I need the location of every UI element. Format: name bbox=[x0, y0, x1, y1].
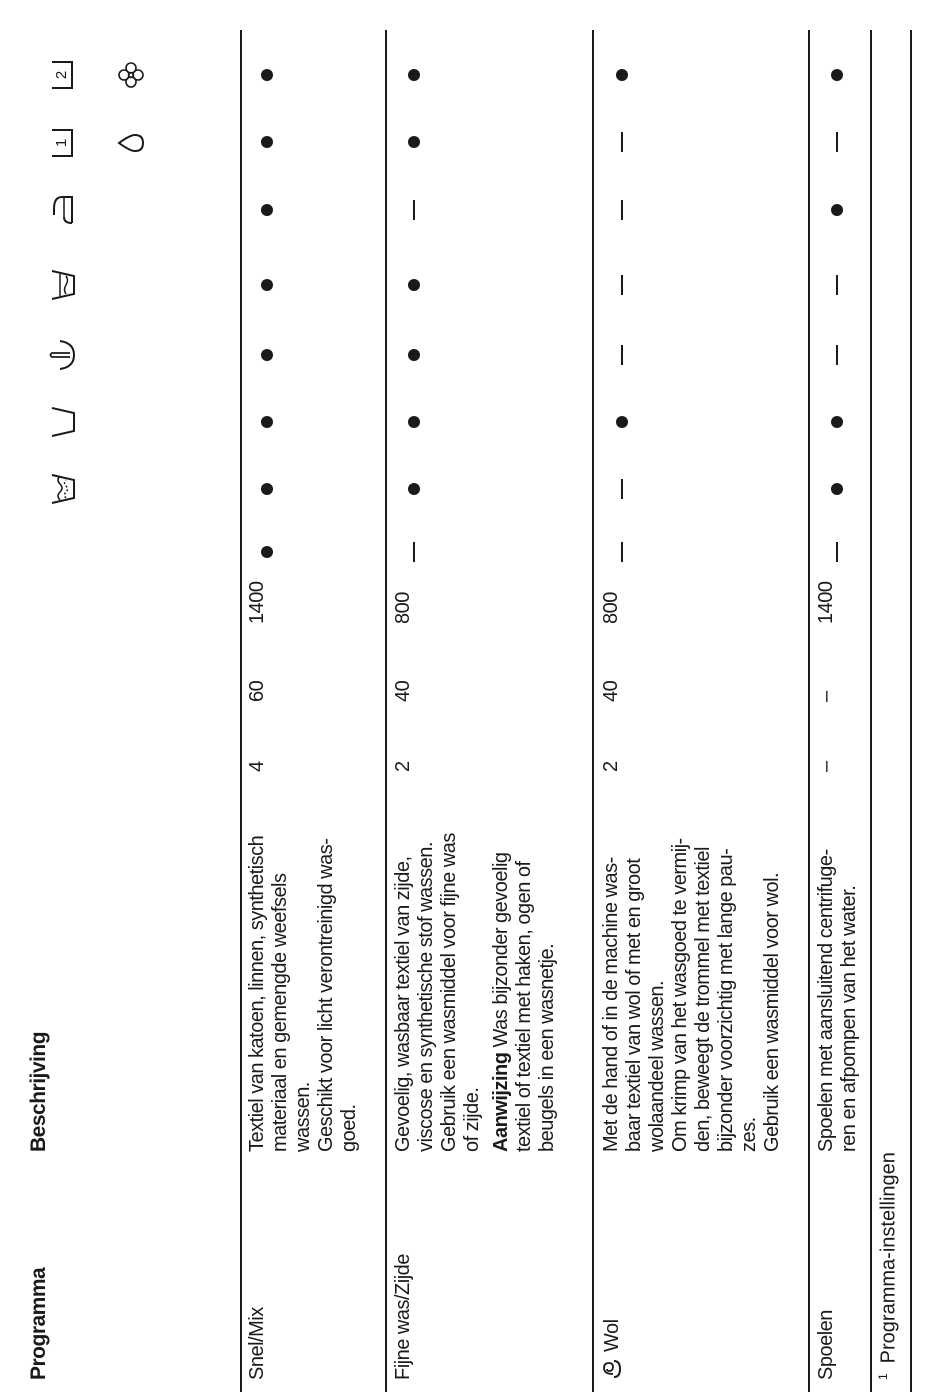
spin-value: 1400 bbox=[815, 581, 837, 624]
row-divider bbox=[910, 30, 912, 1392]
program-description: Met de hand of in de machine was- baar textiel van wol of met en groot wolaandeel wassen. Om krimp van het wasgoed te vermij- den, beweegt de trommel met textiel bijzonder voorzichtig met lange pau- zes. Gebruik een wasmiddel voor wol. bbox=[600, 838, 783, 1152]
temperature-value: 40 bbox=[600, 680, 622, 702]
row-divider bbox=[385, 30, 387, 1392]
footnote-text: Programma-instellingen bbox=[877, 1152, 900, 1364]
program-note bbox=[490, 752, 559, 1152]
hand-wash-icon bbox=[46, 338, 85, 372]
mark-dot bbox=[402, 0, 425, 160]
row-divider bbox=[592, 30, 594, 1392]
program-description: Gevoelig, wasbaar textiel van zijde, viscose en synthetische stof wassen. Gebruik een wasmiddel voor fijne was of zijde. bbox=[392, 833, 483, 1152]
header-beschrijving: Beschrijving bbox=[27, 1031, 50, 1152]
footnote-marker: 1 bbox=[876, 1373, 890, 1380]
temperature-value: – bbox=[815, 691, 837, 702]
load-value: 4 bbox=[246, 761, 268, 772]
program-name: Spoelen bbox=[815, 1310, 837, 1380]
spin-value: 800 bbox=[600, 592, 622, 624]
program-name: Fijne was/Zijde bbox=[392, 1254, 414, 1380]
note-text: Was bijzonder gevoelig textiel of textiel met haken, ogen of beugels in een wasnetje. bbox=[490, 852, 558, 1152]
program-name-wol bbox=[600, 1170, 624, 1380]
temperature-value: 40 bbox=[392, 680, 414, 702]
header-programma: Programma bbox=[27, 1267, 50, 1380]
temperature-value: 60 bbox=[246, 680, 268, 702]
note-label: Aanwijzing bbox=[490, 1052, 512, 1152]
wash-basin-icon bbox=[46, 405, 85, 439]
svg-text:1: 1 bbox=[53, 138, 70, 148]
program-name: Wol bbox=[601, 1319, 623, 1352]
drop-icon bbox=[116, 128, 151, 158]
flower-icon bbox=[116, 60, 151, 90]
svg-text:2: 2 bbox=[53, 70, 70, 80]
setting-1-icon bbox=[44, 126, 83, 160]
wool-icon bbox=[600, 1358, 622, 1380]
setting-2-icon bbox=[44, 58, 83, 92]
mark-dot bbox=[825, 0, 848, 160]
spin-value: 800 bbox=[392, 592, 414, 624]
load-value: 2 bbox=[600, 761, 622, 772]
wash-tub-icon bbox=[46, 472, 85, 506]
program-description: Textiel van katoen, linnen, synthetisch materiaal en gemengde weefsels wassen. Geschikt voor licht verontreinigd was- goed. bbox=[246, 835, 360, 1152]
spin-value: 1400 bbox=[246, 581, 268, 624]
row-divider bbox=[808, 30, 810, 1392]
program-description: Spoelen met aansluitend centrifuge- ren en afpompen van het water. bbox=[815, 849, 860, 1152]
row-divider bbox=[870, 30, 872, 1392]
footnote bbox=[876, 1152, 901, 1380]
mark-dot bbox=[255, 0, 278, 160]
row-divider bbox=[240, 30, 242, 1392]
load-value: 2 bbox=[392, 761, 414, 772]
mark-dot bbox=[610, 0, 633, 160]
wash-bowl-icon bbox=[46, 268, 85, 302]
iron-icon bbox=[46, 193, 85, 227]
program-name: Snel/Mix bbox=[246, 1307, 268, 1380]
load-value: – bbox=[815, 761, 837, 772]
